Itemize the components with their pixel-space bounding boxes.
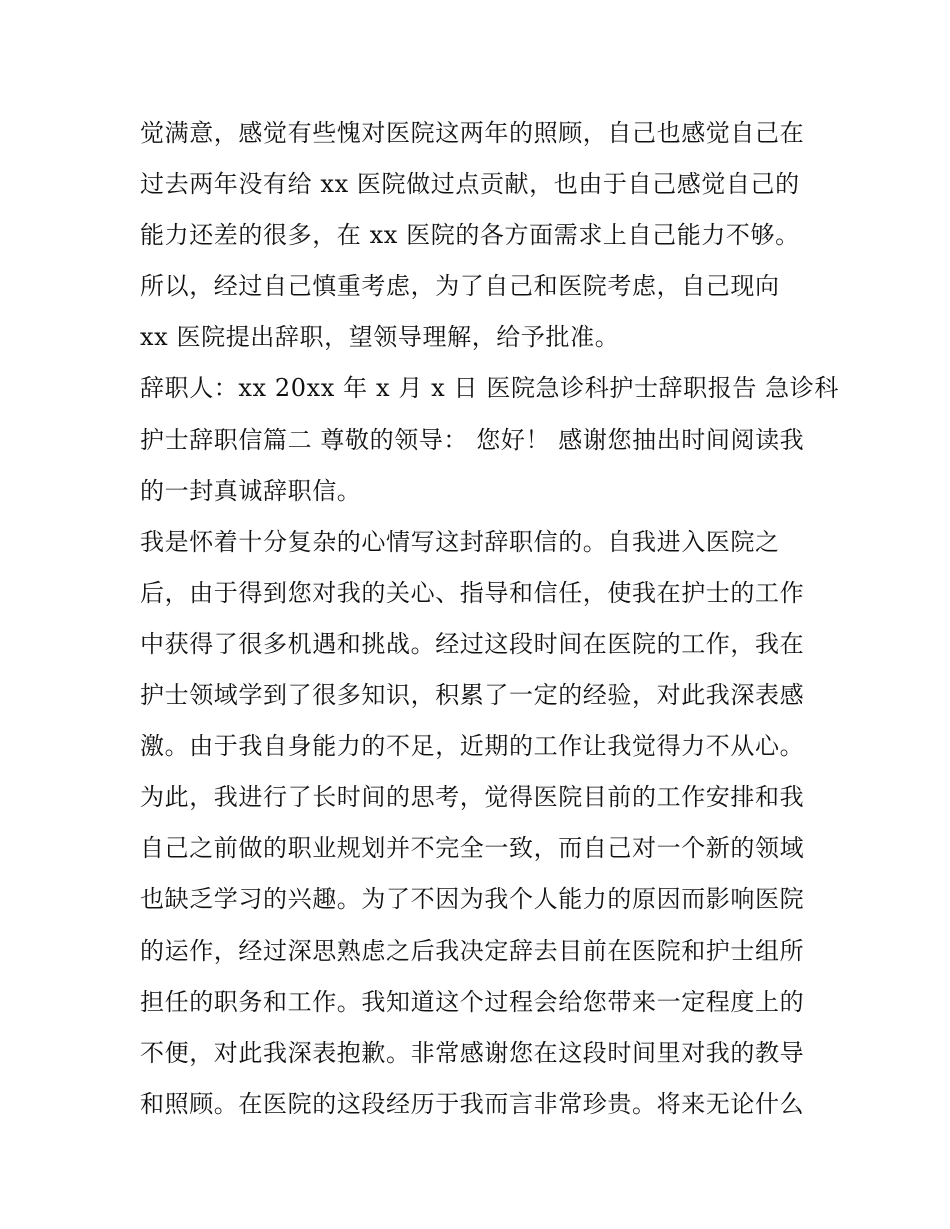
text-line: 和照顾。在医院的这段经历于我而言非常珍贵。将来无论什么: [140, 1089, 805, 1118]
text-line: 的一封真诚辞职信。: [140, 476, 362, 505]
text-line: 自己之前做的职业规划并不完全一致，而自己对一个新的领域: [140, 834, 805, 863]
text-line: 担任的职务和工作。我知道这个过程会给您带来一定程度上的: [140, 987, 805, 1016]
text-line: 辞职人：xx 20xx 年 x 月 x 日 医院急诊科护士辞职报告 急诊科: [140, 374, 839, 403]
document-body: [140, 108, 839, 1130]
text-line: 激。由于我自身能力的不足，近期的工作让我觉得力不从心。: [140, 732, 805, 761]
text-line: 中获得了很多机遇和挑战。经过这段时间在医院的工作，我在: [140, 629, 805, 658]
text-line: 过去两年没有给 xx 医院做过点贡献，也由于自己感觉自己的: [140, 170, 800, 199]
text-line: 后，由于得到您对我的关心、指导和信任，使我在护士的工作: [140, 578, 805, 607]
text-line: 我是怀着十分复杂的心情写这封辞职信的。自我进入医院之: [140, 527, 780, 556]
text-line: 所以，经过自己慎重考虑，为了自己和医院考虑，自己现向: [140, 272, 780, 301]
text-line: xx 医院提出辞职，望领导理解，给予批准。: [140, 323, 620, 352]
text-line: 护士辞职信篇二 尊敬的领导： 您好！ 感谢您抽出时间阅读我: [140, 425, 805, 454]
text-line: 能力还差的很多，在 xx 医院的各方面需求上自己能力不够。: [140, 221, 800, 250]
text-line: 护士领域学到了很多知识，积累了一定的经验，对此我深表感: [140, 681, 805, 710]
text-line: 觉满意，感觉有些愧对医院这两年的照顾，自己也感觉自己在: [140, 119, 805, 147]
text-line: 不便，对此我深表抱歉。非常感谢您在这段时间里对我的教导: [140, 1038, 805, 1067]
text-line: 也缺乏学习的兴趣。为了不因为我个人能力的原因而影响医院: [140, 885, 805, 914]
text-line: 为此，我进行了长时间的思考，觉得医院目前的工作安排和我: [140, 783, 805, 812]
text-line: 的运作，经过深思熟虑之后我决定辞去目前在医院和护士组所: [140, 936, 805, 965]
